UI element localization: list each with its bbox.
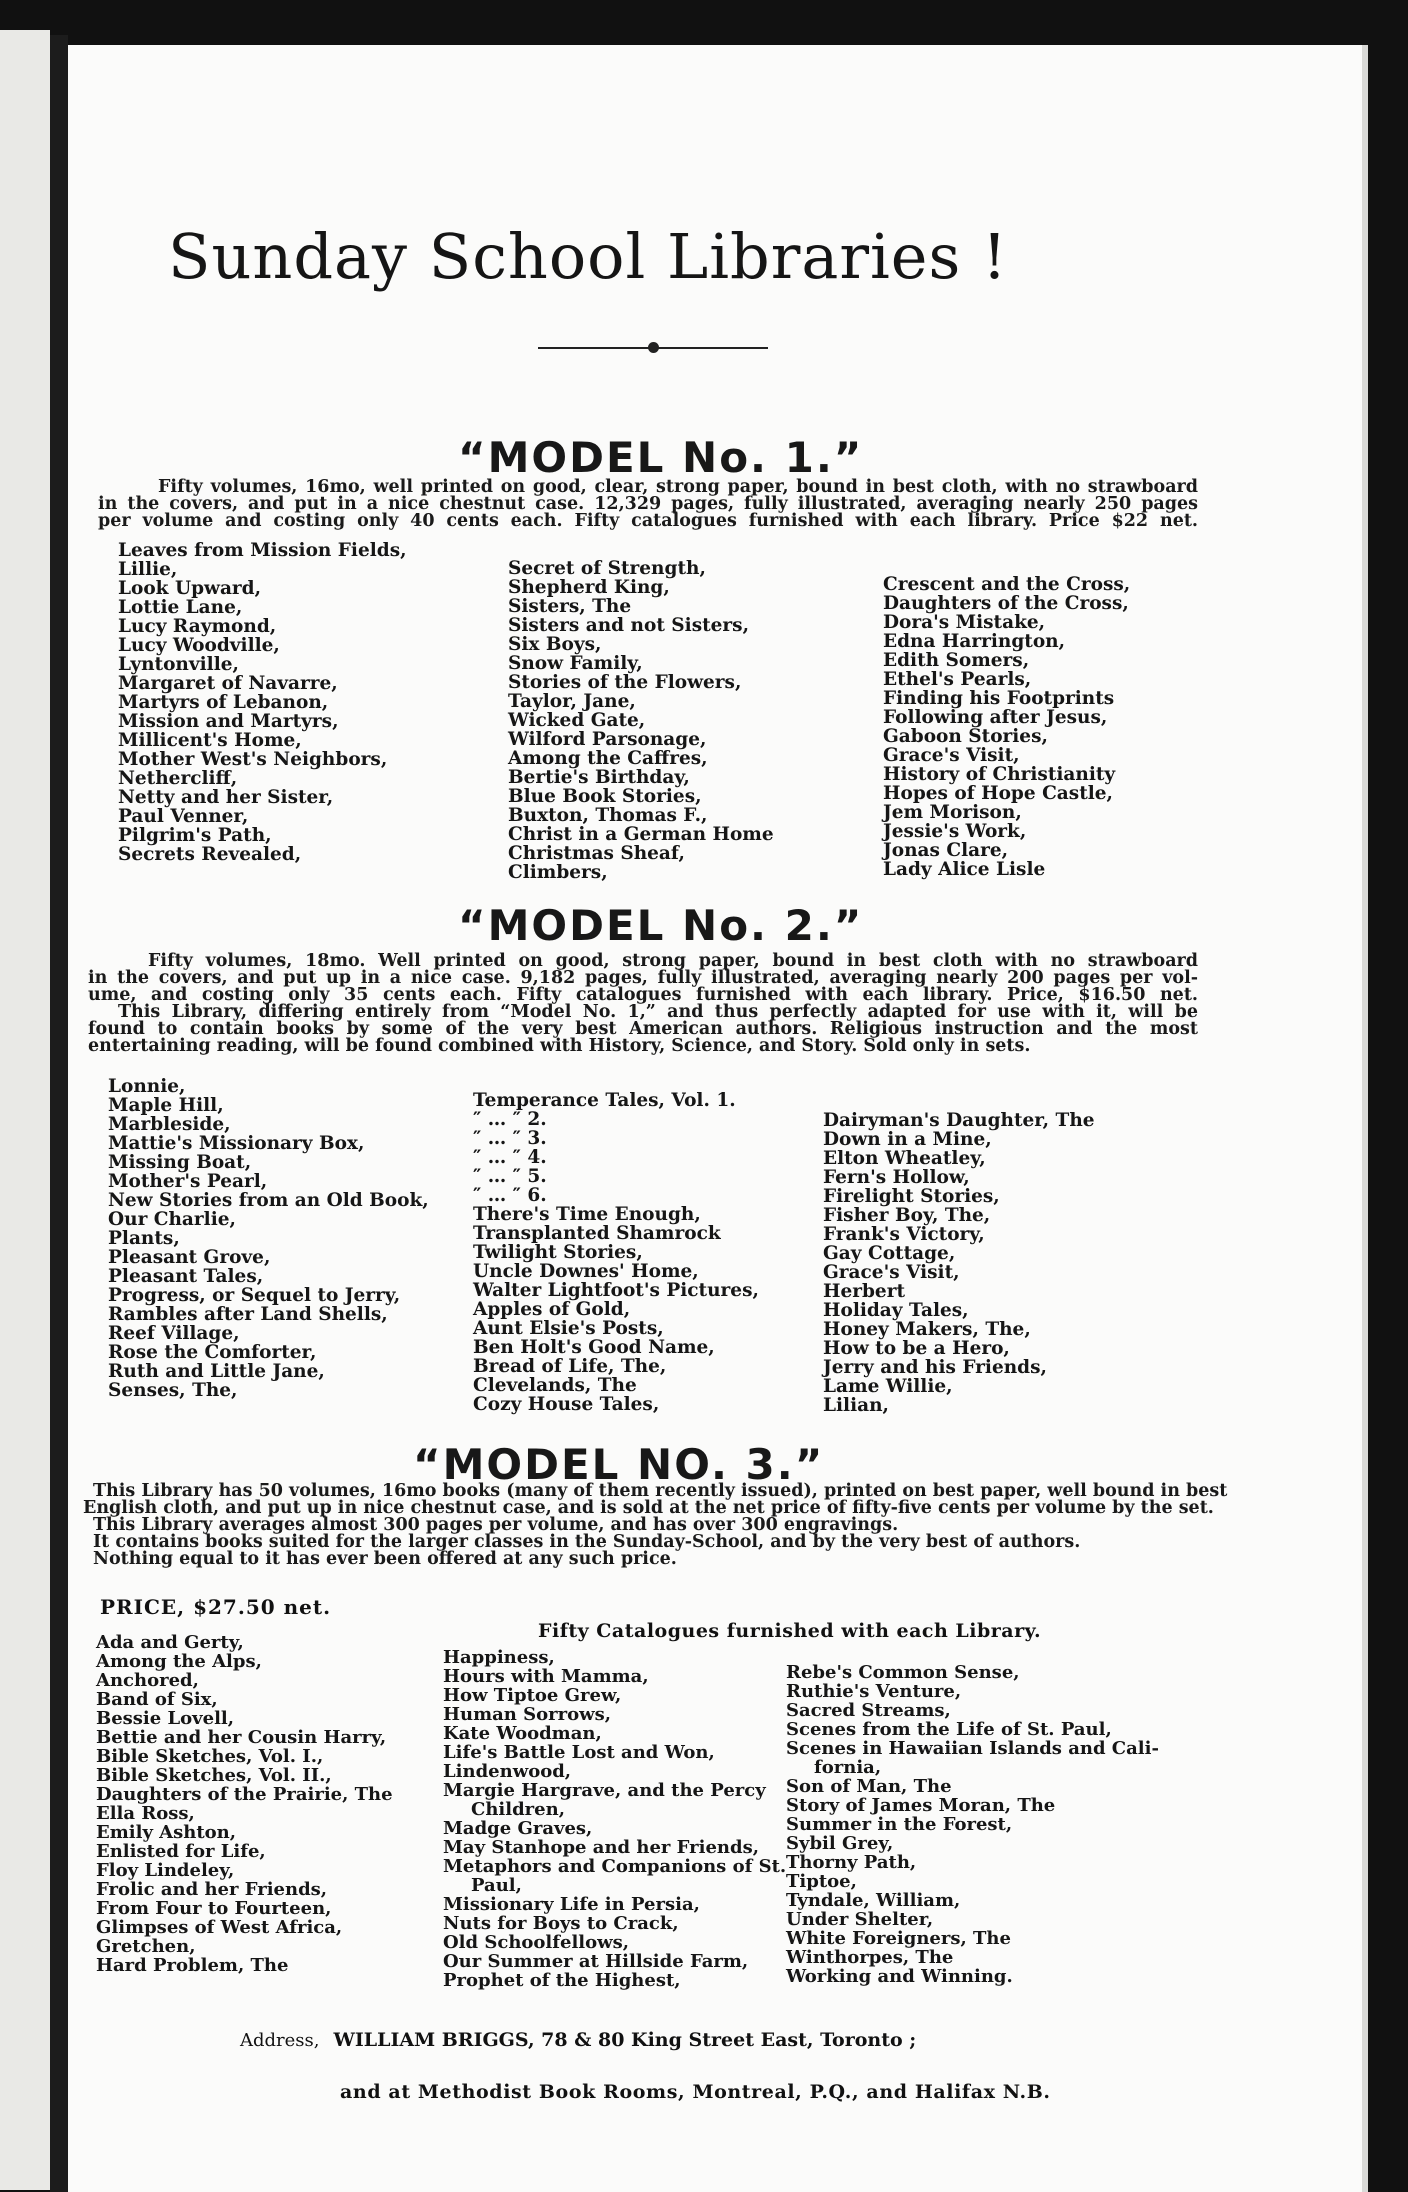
book-title: Frank's Victory, xyxy=(823,1224,985,1245)
model2-titles-column-3 xyxy=(823,1111,1095,1415)
book-title: Tyndale, William, xyxy=(786,1890,961,1911)
book-title: Mother West's Neighbors, xyxy=(118,749,388,770)
model3-titles-column-1 xyxy=(96,1633,393,1975)
book-title: Old Schoolfellows, xyxy=(443,1932,630,1953)
advertisement-page xyxy=(68,45,1368,2192)
book-title: Emily Ashton, xyxy=(96,1822,237,1843)
book-title: Among the Alps, xyxy=(96,1651,262,1672)
model2-titles-column-2 xyxy=(473,1091,759,1414)
book-title: Gretchen, xyxy=(96,1936,196,1957)
book-title: Life's Battle Lost and Won, xyxy=(443,1742,715,1763)
book-title: Working and Winning. xyxy=(786,1966,1013,1987)
publisher-address-line-2: and at Methodist Book Rooms, Montreal, P.Q., and Halifax N.B. xyxy=(340,2081,1051,2103)
model3-line: It contains books suited for the larger classes in the Sunday-School, and by the very best of authors. xyxy=(93,1532,1081,1552)
book-title: Ruthie's Venture, xyxy=(786,1681,962,1702)
book-title: Band of Six, xyxy=(96,1689,218,1710)
book-title: Under Shelter, xyxy=(786,1909,934,1930)
book-title: Ada and Gerty, xyxy=(96,1632,244,1653)
book-title: Lonnie, xyxy=(108,1076,186,1097)
book-title: Pleasant Tales, xyxy=(108,1266,264,1287)
book-title: Hours with Mamma, xyxy=(443,1666,649,1687)
model2-line: ume, and costing only 35 cents each. Fifty catalogues furnished with each library. Price, $16.50 net. xyxy=(88,985,1198,1005)
book-title: Lucy Raymond, xyxy=(118,616,277,637)
model2-line: Fifty volumes, 18mo. Well printed on good, strong paper, bound in best cloth with no strawboard xyxy=(148,951,1198,971)
book-title: Paul Venner, xyxy=(118,806,249,827)
divider-ornament xyxy=(648,342,659,353)
book-title: Plants, xyxy=(108,1228,180,1249)
book-title: Rebe's Common Sense, xyxy=(786,1662,1020,1683)
book-title: Firelight Stories, xyxy=(823,1186,1000,1207)
book-title: Gaboon Stories, xyxy=(883,726,1048,747)
book-title: ″ … ″ 3. xyxy=(473,1128,547,1149)
book-title: Sisters and not Sisters, xyxy=(508,615,750,636)
book-title: Summer in the Forest, xyxy=(786,1814,1013,1835)
model3-line: Nothing equal to it has ever been offered at any such price. xyxy=(93,1549,677,1569)
book-title: Ella Ross, xyxy=(96,1803,195,1824)
book-title: Floy Lindeley, xyxy=(96,1860,235,1881)
book-title: Our Charlie, xyxy=(108,1209,236,1230)
book-title: Twilight Stories, xyxy=(473,1242,643,1263)
book-title: Grace's Visit, xyxy=(823,1262,960,1283)
book-title: Christmas Sheaf, xyxy=(508,843,685,864)
book-title: Dairyman's Daughter, The xyxy=(823,1110,1095,1131)
book-title: Lame Willie, xyxy=(823,1376,953,1397)
model3-description xyxy=(83,1481,1228,1569)
book-title: Martyrs of Lebanon, xyxy=(118,692,329,713)
model1-line: in the covers, and put in a nice chestnut case. 12,329 pages, fully illustrated, averaging nearly 250 pages xyxy=(98,494,1198,514)
book-title: Son of Man, The xyxy=(786,1776,952,1797)
book-title: Lady Alice Lisle xyxy=(883,859,1046,880)
book-title: Among the Caffres, xyxy=(508,748,708,769)
book-title: Margaret of Navarre, xyxy=(118,673,338,694)
model1-titles-column-3 xyxy=(883,575,1130,879)
book-title: Pleasant Grove, xyxy=(108,1247,271,1268)
book-title: Fisher Boy, The, xyxy=(823,1205,991,1226)
book-title: Scenes from the Life of St. Paul, xyxy=(786,1719,1112,1740)
book-title: Grace's Visit, xyxy=(883,745,1020,766)
book-title: History of Christianity xyxy=(883,764,1116,785)
model2-line: in the covers, and put up in a nice case. 9,182 pages, fully illustrated, averaging nearly 200 pages per vol- xyxy=(88,968,1198,988)
book-title: Our Summer at Hillside Farm, xyxy=(443,1951,749,1972)
book-title: Aunt Elsie's Posts, xyxy=(473,1318,664,1339)
book-title: White Foreigners, The xyxy=(786,1928,1011,1949)
book-title: Ethel's Pearls, xyxy=(883,669,1032,690)
publisher-address-line-1 xyxy=(240,2029,916,2051)
book-title: Kate Woodman, xyxy=(443,1723,602,1744)
model1-titles-column-2 xyxy=(508,559,774,882)
book-title: Stories of the Flowers, xyxy=(508,672,742,693)
book-title: Human Sorrows, xyxy=(443,1704,612,1725)
model3-line: This Library averages almost 300 pages per volume, and has over 300 engravings. xyxy=(93,1515,899,1535)
model3-titles-column-2 xyxy=(443,1648,786,1990)
model3-line: This Library has 50 volumes, 16mo books (many of them recently issued), printed on best paper, well bound in best xyxy=(93,1481,1228,1501)
book-title: Lindenwood, xyxy=(443,1761,572,1782)
book-title: Daughters of the Prairie, The xyxy=(96,1784,393,1805)
model2-line: entertaining reading, will be found combined with History, Science, and Story. Sold only in sets. xyxy=(88,1036,1031,1056)
book-title: Cozy House Tales, xyxy=(473,1394,660,1415)
model2-line: found to contain books by some of the very best American authors. Religious instruction and the most xyxy=(88,1019,1198,1039)
book-title: Netty and her Sister, xyxy=(118,787,334,808)
book-title: Progress, or Sequel to Jerry, xyxy=(108,1285,401,1306)
book-title: Ruth and Little Jane, xyxy=(108,1361,325,1382)
book-title: How to be a Hero, xyxy=(823,1338,1010,1359)
book-title: Scenes in Hawaiian Islands and Cali- xyxy=(786,1738,1159,1759)
book-title: Bread of Life, The, xyxy=(473,1356,667,1377)
book-title: Bible Sketches, Vol. II., xyxy=(96,1765,332,1786)
book-title: Rambles after Land Shells, xyxy=(108,1304,388,1325)
model1-line: per volume and costing only 40 cents each. Fifty catalogues furnished with each library. Price $22 net. xyxy=(98,511,1198,531)
model3-titles-column-3 xyxy=(786,1663,1159,1986)
book-title: Jem Morison, xyxy=(883,802,1022,823)
book-title: Holiday Tales, xyxy=(823,1300,969,1321)
model3-price: PRICE, $27.50 net. xyxy=(100,1595,332,1619)
book-title: Jonas Clare, xyxy=(883,840,1009,861)
book-title: Wilford Parsonage, xyxy=(508,729,707,750)
model2-line: This Library, differing entirely from “Model No. 1,” and thus perfectly adapted for use with it, will be xyxy=(118,1002,1198,1022)
book-title: Paul, xyxy=(471,1875,522,1896)
model1-titles-column-1 xyxy=(118,541,407,864)
book-title: Rose the Comforter, xyxy=(108,1342,317,1363)
book-title: Walter Lightfoot's Pictures, xyxy=(473,1280,759,1301)
book-title: Sybil Grey, xyxy=(786,1833,894,1854)
book-title: Lillie, xyxy=(118,559,178,580)
book-title: Children, xyxy=(471,1799,565,1820)
book-title: Edna Harrington, xyxy=(883,631,1066,652)
model1-heading: “MODEL No. 1.” xyxy=(458,433,864,482)
book-title: Elton Wheatley, xyxy=(823,1148,986,1169)
book-title: Lyntonville, xyxy=(118,654,239,675)
book-title: Fern's Hollow, xyxy=(823,1167,970,1188)
book-title: Madge Graves, xyxy=(443,1818,593,1839)
book-title: ″ … ″ 4. xyxy=(473,1147,547,1168)
book-title: Secret of Strength, xyxy=(508,558,706,579)
book-title: Prophet of the Highest, xyxy=(443,1970,681,1991)
book-title: ″ … ″ 5. xyxy=(473,1166,547,1187)
book-title: Leaves from Mission Fields, xyxy=(118,540,407,561)
book-title: Mother's Pearl, xyxy=(108,1171,268,1192)
book-title: New Stories from an Old Book, xyxy=(108,1190,429,1211)
book-title: Blue Book Stories, xyxy=(508,786,702,807)
book-title: Anchored, xyxy=(96,1670,199,1691)
book-title: Nuts for Boys to Crack, xyxy=(443,1913,679,1934)
book-title: Clevelands, The xyxy=(473,1375,637,1396)
book-title: Edith Somers, xyxy=(883,650,1030,671)
book-title: Senses, The, xyxy=(108,1380,238,1401)
book-title: Jerry and his Friends, xyxy=(823,1357,1047,1378)
book-title: Missing Boat, xyxy=(108,1152,252,1173)
book-title: Tiptoe, xyxy=(786,1871,857,1892)
book-title: Herbert xyxy=(823,1281,905,1302)
book-title: Gay Cottage, xyxy=(823,1243,956,1264)
book-title: How Tiptoe Grew, xyxy=(443,1685,622,1706)
book-title: Hopes of Hope Castle, xyxy=(883,783,1113,804)
book-title: Climbers, xyxy=(508,862,608,883)
book-title: Glimpses of West Africa, xyxy=(96,1917,343,1938)
book-title: Mission and Martyrs, xyxy=(118,711,339,732)
model2-description xyxy=(88,953,1198,1055)
book-title: Six Boys, xyxy=(508,634,602,655)
book-title: Reef Village, xyxy=(108,1323,240,1344)
book-title: Honey Makers, The, xyxy=(823,1319,1031,1340)
book-title: Maple Hill, xyxy=(108,1095,224,1116)
book-title: Apples of Gold, xyxy=(473,1299,631,1320)
book-title: Crescent and the Cross, xyxy=(883,574,1131,595)
book-title: May Stanhope and her Friends, xyxy=(443,1837,759,1858)
book-title: Bible Sketches, Vol. I., xyxy=(96,1746,324,1767)
book-title: Hard Problem, The xyxy=(96,1955,289,1976)
book-title: Following after Jesus, xyxy=(883,707,1108,728)
book-title: Bettie and her Cousin Harry, xyxy=(96,1727,387,1748)
book-title: Daughters of the Cross, xyxy=(883,593,1129,614)
book-title: Jessie's Work, xyxy=(883,821,1027,842)
book-title: Ben Holt's Good Name, xyxy=(473,1337,715,1358)
book-title: Millicent's Home, xyxy=(118,730,302,751)
page-title: Sunday School Libraries ! xyxy=(168,220,1008,293)
book-title: Bertie's Birthday, xyxy=(508,767,690,788)
facing-page-edge xyxy=(0,30,50,2190)
book-title: Uncle Downes' Home, xyxy=(473,1261,699,1282)
book-title: Bessie Lovell, xyxy=(96,1708,235,1729)
book-title: ″ … ″ 6. xyxy=(473,1185,547,1206)
model3-heading: “MODEL NO. 3.” xyxy=(413,1440,825,1489)
book-title: Story of James Moran, The xyxy=(786,1795,1056,1816)
book-title: fornia, xyxy=(814,1757,882,1778)
model2-heading: “MODEL No. 2.” xyxy=(458,901,864,950)
book-title: Thorny Path, xyxy=(786,1852,917,1873)
book-spine xyxy=(50,35,68,2192)
book-title: Lottie Lane, xyxy=(118,597,243,618)
book-title: Taylor, Jane, xyxy=(508,691,636,712)
model3-line: English cloth, and put up in nice chestnut case, and is sold at the net price of fifty-five cents per volume by the set. xyxy=(83,1498,1214,1518)
book-title: Sacred Streams, xyxy=(786,1700,951,1721)
book-title: Look Upward, xyxy=(118,578,262,599)
model1-line: Fifty volumes, 16mo, well printed on good, clear, strong paper, bound in best cloth, with no strawboard xyxy=(158,477,1198,497)
book-title: Secrets Revealed, xyxy=(118,844,302,865)
book-title: Happiness, xyxy=(443,1647,555,1668)
model1-description xyxy=(98,479,1198,530)
book-title: Marbleside, xyxy=(108,1114,231,1135)
book-title: Enlisted for Life, xyxy=(96,1841,266,1862)
book-title: Finding his Footprints xyxy=(883,688,1115,709)
book-title: Mattie's Missionary Box, xyxy=(108,1133,365,1154)
book-title: Snow Family, xyxy=(508,653,643,674)
book-title: Sisters, The xyxy=(508,596,632,617)
book-title: Temperance Tales, Vol. 1. xyxy=(473,1090,736,1111)
book-title: Winthorpes, The xyxy=(786,1947,954,1968)
book-title: Metaphors and Companions of St. xyxy=(443,1856,787,1877)
book-title: Down in a Mine, xyxy=(823,1129,992,1150)
model3-catalogues-note: Fifty Catalogues furnished with each Library. xyxy=(538,1620,1042,1642)
book-title: Transplanted Shamrock xyxy=(473,1223,721,1244)
book-title: Wicked Gate, xyxy=(508,710,646,731)
address-label: Address, xyxy=(240,2030,320,2051)
book-title: Missionary Life in Persia, xyxy=(443,1894,700,1915)
book-title: ″ … ″ 2. xyxy=(473,1109,547,1130)
book-title: Lucy Woodville, xyxy=(118,635,280,656)
book-title: Shepherd King, xyxy=(508,577,670,598)
model2-titles-column-1 xyxy=(108,1077,429,1400)
book-title: Lilian, xyxy=(823,1395,889,1416)
book-title: Christ in a German Home xyxy=(508,824,774,845)
book-title: There's Time Enough, xyxy=(473,1204,701,1225)
book-title: Buxton, Thomas F., xyxy=(508,805,708,826)
book-title: Margie Hargrave, and the Percy xyxy=(443,1780,766,1801)
address-text-1: WILLIAM BRIGGS, 78 & 80 King Street East, Toronto ; xyxy=(333,2029,917,2051)
book-title: From Four to Fourteen, xyxy=(96,1898,332,1919)
book-title: Frolic and her Friends, xyxy=(96,1879,328,1900)
book-title: Dora's Mistake, xyxy=(883,612,1046,633)
book-title: Pilgrim's Path, xyxy=(118,825,272,846)
book-title: Nethercliff, xyxy=(118,768,238,789)
